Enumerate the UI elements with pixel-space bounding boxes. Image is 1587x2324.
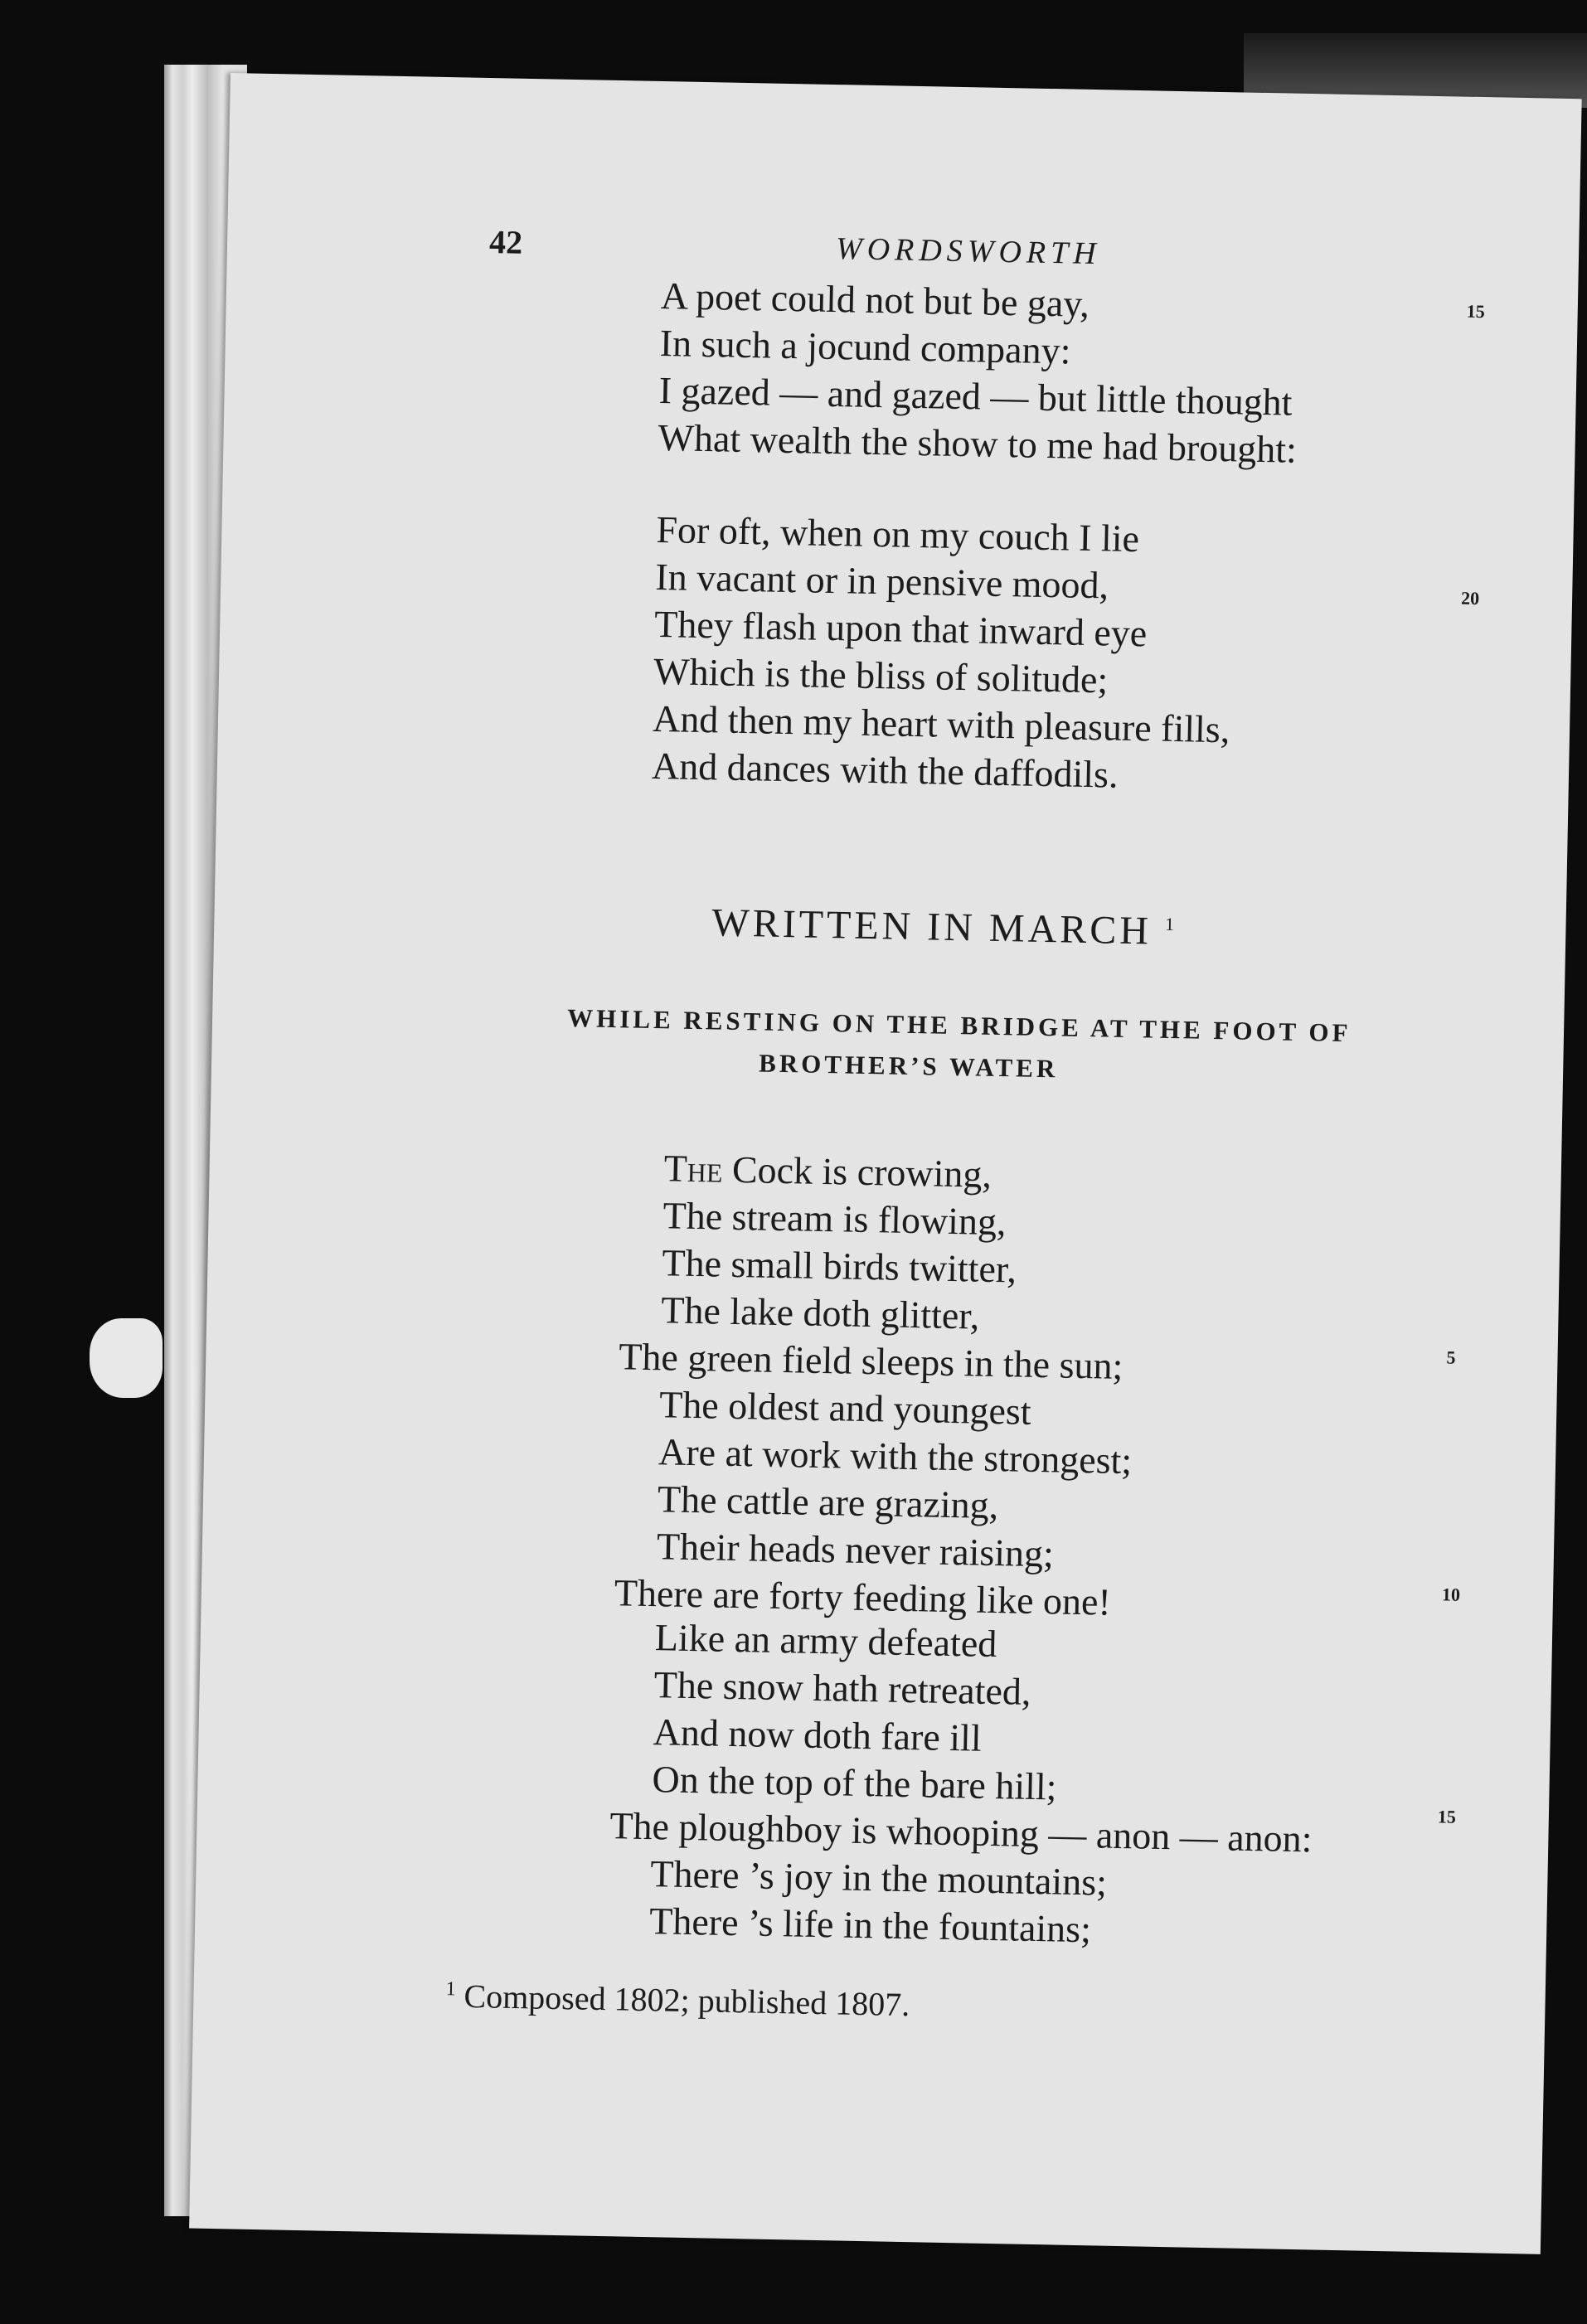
verse-line: In such a jocund company: — [659, 322, 1071, 372]
stanza-march-2 — [609, 1613, 1317, 1957]
verse-line: The cattle are grazing, — [657, 1477, 999, 1527]
book-page — [189, 73, 1582, 2254]
verse-line: The small birds twitter, — [662, 1241, 1017, 1291]
verse-line: The oldest and youngest — [658, 1383, 1032, 1433]
verse-line: The lake doth glitter, — [660, 1288, 980, 1337]
footnote-reference: 1 — [1164, 913, 1178, 935]
line-number: 10 — [1441, 1584, 1461, 1605]
verse-line: There ’s life in the fountains; — [648, 1899, 1092, 1951]
stanza-daffodils-1 — [658, 272, 1300, 473]
running-head: WORDSWORTH — [835, 231, 1102, 272]
verse-line: The stream is flowing, — [662, 1194, 1007, 1244]
verse-line: The ploughboy is whooping — anon — anon: — [609, 1804, 1313, 1861]
verse-line: They flash upon that inward eye — [653, 602, 1148, 655]
poem-subtitle-line-1: WHILE RESTING ON THE BRIDGE AT THE FOOT OF — [566, 1003, 1352, 1048]
verse-line: And then my heart with pleasure fills, — [652, 696, 1230, 751]
verse-line: And now doth fare ill — [653, 1710, 983, 1759]
line-number: 5 — [1446, 1346, 1456, 1368]
verse-line: For oft, when on my couch I lie — [656, 507, 1140, 560]
torn-paper-fragment — [90, 1318, 163, 1398]
verse-line: Which is the bliss of solitude; — [653, 649, 1109, 701]
footnote — [445, 1976, 910, 2024]
line-number: 15 — [1466, 300, 1485, 323]
verse-line: The green field sleeps in the sun; — [618, 1335, 1124, 1387]
verse-line: I gazed — and gazed — but little thought — [658, 368, 1293, 424]
poem-title-text: WRITTEN IN MARCH — [711, 900, 1153, 953]
verse-line: The snow hath retreated, — [653, 1663, 1031, 1713]
page-number: 42 — [488, 223, 523, 261]
verse-line: On the top of the bare hill; — [652, 1758, 1057, 1808]
stanza-march-1 — [614, 1144, 1138, 1626]
verse-line: There are forty feeding like one! — [614, 1571, 1112, 1623]
verse-line: There ’s joy in the mountains; — [649, 1852, 1108, 1904]
opening-word: The — [663, 1147, 723, 1191]
verse-line: Their heads never raising; — [656, 1525, 1055, 1575]
stanza-daffodils-2 — [652, 506, 1235, 800]
footnote-marker: 1 — [445, 1978, 456, 2001]
line-number: 15 — [1437, 1806, 1457, 1827]
verse-line: And dances with the daffodils. — [651, 744, 1119, 796]
verse-line: Like an army defeated — [654, 1616, 997, 1666]
poem-title — [711, 900, 1178, 954]
footnote-text: Composed 1802; published 1807. — [463, 1977, 910, 2024]
verse-line: What wealth the show to me had brought: — [658, 415, 1298, 471]
poem-subtitle-line-2: BROTHER’S WATER — [758, 1048, 1059, 1084]
line-number: 20 — [1460, 587, 1480, 609]
verse-line: In vacant or in pensive mood, — [654, 555, 1109, 607]
verse-line: Are at work with the strongest; — [658, 1430, 1133, 1482]
opening-line-rest: Cock is crowing, — [722, 1147, 992, 1196]
verse-line: A poet could not but be gay, — [660, 274, 1090, 325]
